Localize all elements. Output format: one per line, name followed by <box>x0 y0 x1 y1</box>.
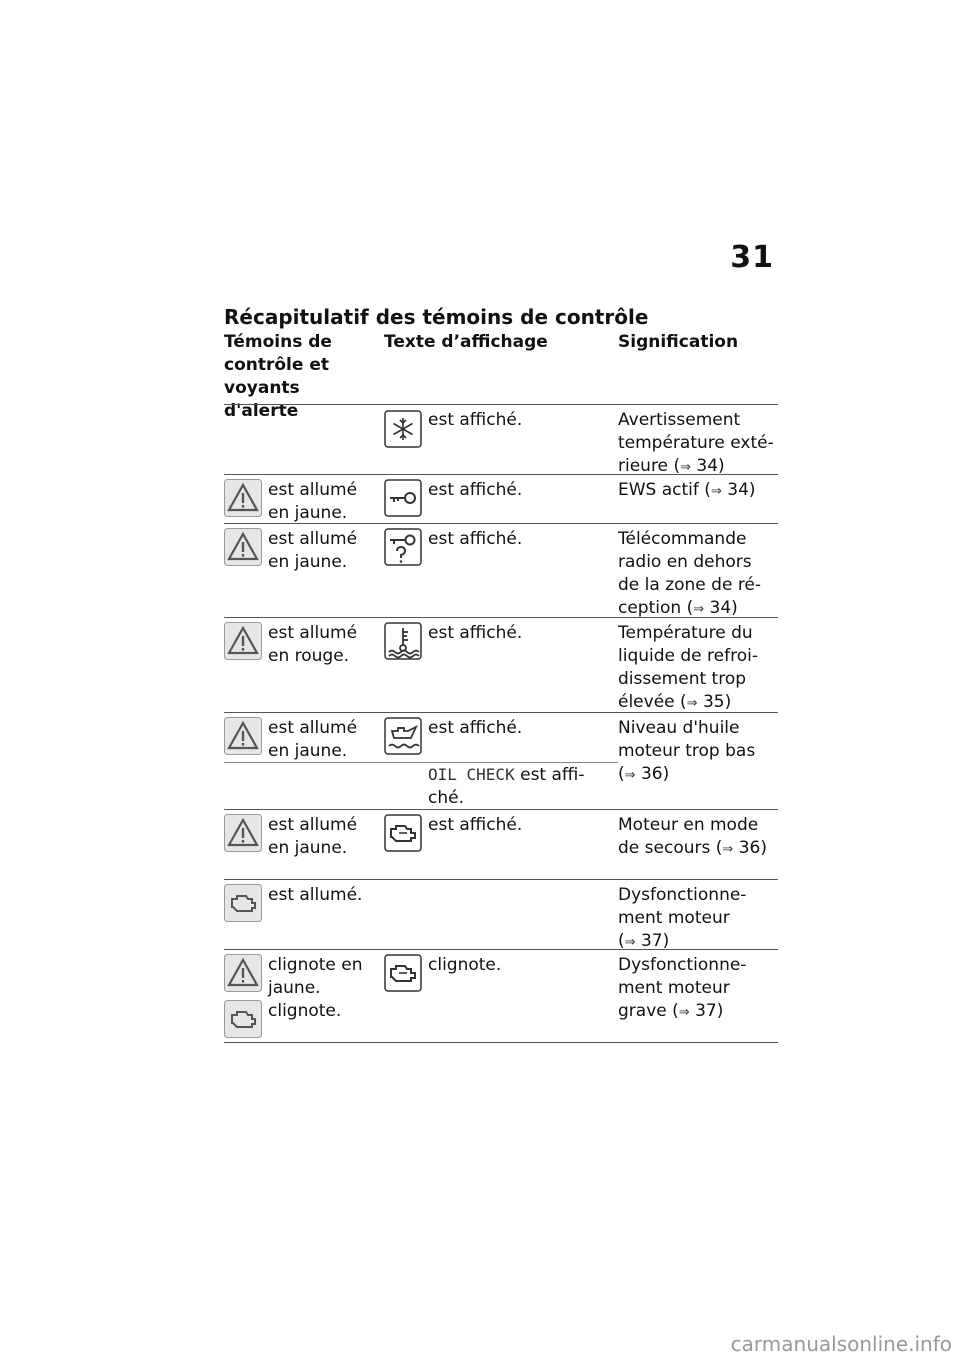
table-row <box>224 712 778 810</box>
page-reference[interactable]: (⇒ 34) <box>704 480 756 500</box>
table-row <box>224 617 778 713</box>
page-reference[interactable]: (⇒ 35) <box>680 692 732 712</box>
oil-check-display-text: OIL CHECK est affi-ché. <box>428 765 585 808</box>
watermark: carmanualsonline.info <box>730 1332 952 1356</box>
warning-triangle-icon <box>224 717 262 755</box>
meaning-text: EWS actif (⇒ 34) <box>618 480 756 500</box>
meaning-text: Dysfonctionne-ment moteur grave (⇒ 37) <box>618 955 747 1021</box>
column-header-display-text: Texte d’affichage <box>384 332 548 352</box>
snowflake-icon <box>384 410 422 448</box>
meaning-text: Avertissement température exté-rieure (⇒ 34) <box>618 410 774 476</box>
warning-triangle-icon <box>224 814 262 852</box>
key-icon <box>384 479 422 517</box>
engine-icon <box>384 954 422 992</box>
display-text: est affiché. <box>428 410 523 430</box>
table-row <box>224 949 778 1043</box>
meaning-text: Dysfonctionne-ment moteur (⇒ 37) <box>618 885 747 951</box>
table-row <box>224 523 778 618</box>
page-reference[interactable]: (⇒ 37) <box>618 931 670 951</box>
display-text: est affiché. <box>428 718 523 738</box>
meaning-text: Télécommande radio en dehors de la zone de ré-ception (⇒ 34) <box>618 529 762 618</box>
page-reference[interactable]: (⇒ 34) <box>686 598 738 618</box>
meaning-text: Température du liquide de refroi-dissement trop élevée (⇒ 35) <box>618 623 758 712</box>
indicator-state: est allumé en jaune. <box>268 529 358 572</box>
warning-triangle-icon <box>224 954 262 992</box>
display-text: est affiché. <box>428 815 523 835</box>
page-number: 31 <box>730 240 774 275</box>
display-text: est affiché. <box>428 623 523 643</box>
indicator-state: est allumé en jaune. <box>268 815 358 858</box>
page-title: Récapitulatif des témoins de contrôle <box>224 305 649 329</box>
oil-can-icon <box>384 717 422 755</box>
warning-triangle-icon <box>224 528 262 566</box>
key-question-icon <box>384 528 422 566</box>
indicator-state: est allumé en rouge. <box>268 623 358 666</box>
display-text: est affiché. <box>428 480 523 500</box>
table-bottom-rule <box>224 1042 778 1043</box>
table-row <box>224 809 778 880</box>
indicator-state-secondary: clignote. <box>268 1001 342 1021</box>
table-row <box>224 404 778 475</box>
engine-check-icon <box>224 884 262 922</box>
indicator-state: est allumé en jaune. <box>268 718 358 761</box>
column-header-meaning: Signification <box>618 332 739 352</box>
engine-check-icon <box>224 1000 262 1038</box>
warning-triangle-icon <box>224 479 262 517</box>
engine-icon <box>384 814 422 852</box>
warning-triangle-icon <box>224 622 262 660</box>
page-reference[interactable]: (⇒ 36) <box>715 838 767 858</box>
column-header-indicators: Témoins de contrôle et voyants d'alerte <box>224 332 332 421</box>
meaning-text: Moteur en mode de secours (⇒ 36) <box>618 815 767 858</box>
page-reference[interactable]: (⇒ 36) <box>618 764 670 784</box>
display-text: clignote. <box>428 955 502 975</box>
coolant-temperature-icon <box>384 622 422 660</box>
display-text: est affiché. <box>428 529 523 549</box>
page-reference[interactable]: (⇒ 37) <box>672 1001 724 1021</box>
indicator-state: est allumé en jaune. <box>268 480 358 523</box>
meaning-text: Niveau d'huile moteur trop bas (⇒ 36) <box>618 718 756 784</box>
page-reference[interactable]: (⇒ 34) <box>673 456 725 476</box>
indicator-state: clignote en jaune. <box>268 955 363 998</box>
table-row <box>224 474 778 524</box>
indicator-state: est allumé. <box>268 885 363 905</box>
table-row <box>224 879 778 950</box>
